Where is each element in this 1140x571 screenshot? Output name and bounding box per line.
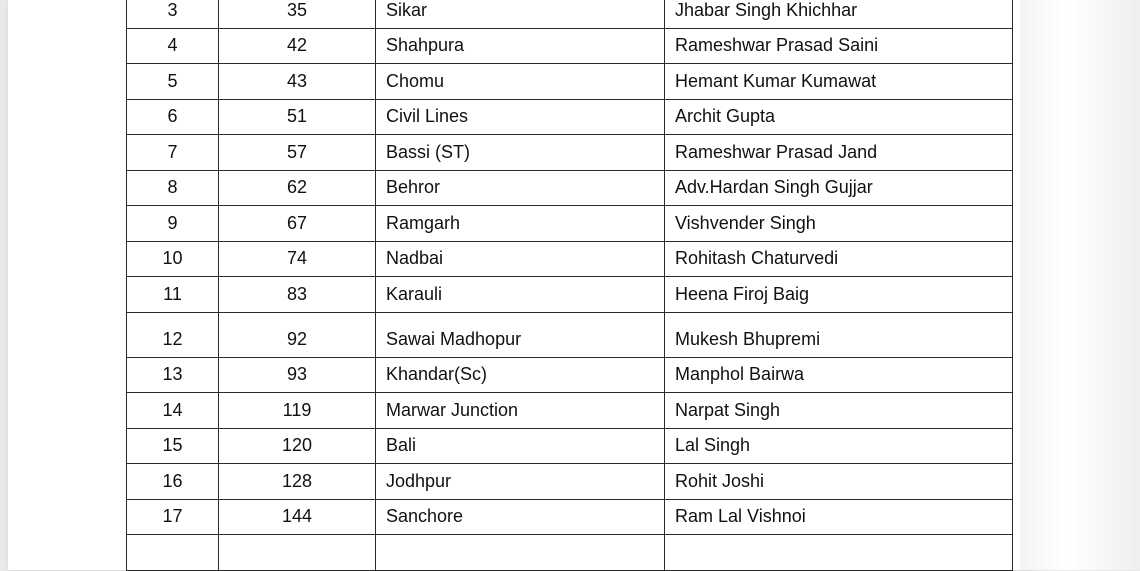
candidate-name-cell: Narpat Singh <box>665 393 1013 429</box>
table-row <box>127 499 1013 535</box>
constituency-name-cell: Bali <box>376 428 665 464</box>
table-row <box>127 357 1013 393</box>
constituency-name-cell: Bassi (ST) <box>376 135 665 171</box>
constituency-name-cell: Civil Lines <box>376 99 665 135</box>
constituency-name-cell: Karauli <box>376 277 665 313</box>
candidate-table <box>126 0 1013 571</box>
constituency-number-cell: 43 <box>219 64 376 100</box>
candidate-name-cell: Manphol Bairwa <box>665 357 1013 393</box>
constituency-number-cell: 67 <box>219 206 376 242</box>
candidate-name-cell: Ram Lal Vishnoi <box>665 499 1013 535</box>
serial-cell: 14 <box>127 393 219 429</box>
candidate-name-cell: Rohit Joshi <box>665 464 1013 500</box>
serial-cell: 6 <box>127 99 219 135</box>
table-row <box>127 99 1013 135</box>
candidate-name-cell: Mukesh Bhupremi <box>665 312 1013 357</box>
constituency-name-cell: Ramgarh <box>376 206 665 242</box>
constituency-number-cell: 74 <box>219 241 376 277</box>
table-row <box>127 28 1013 64</box>
constituency-number-cell: 128 <box>219 464 376 500</box>
serial-cell: 3 <box>127 0 219 28</box>
serial-cell: 7 <box>127 135 219 171</box>
table-row <box>127 206 1013 242</box>
constituency-name-cell: Sikar <box>376 0 665 28</box>
serial-cell: 12 <box>127 312 219 357</box>
candidate-name-cell <box>665 535 1013 571</box>
constituency-number-cell <box>219 535 376 571</box>
candidate-name-cell: Archit Gupta <box>665 99 1013 135</box>
serial-cell: 9 <box>127 206 219 242</box>
constituency-name-cell: Jodhpur <box>376 464 665 500</box>
constituency-number-cell: 93 <box>219 357 376 393</box>
serial-cell: 13 <box>127 357 219 393</box>
table-row <box>127 241 1013 277</box>
constituency-number-cell: 144 <box>219 499 376 535</box>
serial-cell <box>127 535 219 571</box>
table-row-partial <box>127 535 1013 571</box>
constituency-number-cell: 62 <box>219 170 376 206</box>
constituency-number-cell: 57 <box>219 135 376 171</box>
constituency-name-cell: Sanchore <box>376 499 665 535</box>
candidate-name-cell: Heena Firoj Baig <box>665 277 1013 313</box>
candidate-name-cell: Adv.Hardan Singh Gujjar <box>665 170 1013 206</box>
candidate-name-cell: Rohitash Chaturvedi <box>665 241 1013 277</box>
serial-cell: 15 <box>127 428 219 464</box>
serial-cell: 10 <box>127 241 219 277</box>
constituency-number-cell: 35 <box>219 0 376 28</box>
constituency-name-cell: Chomu <box>376 64 665 100</box>
constituency-number-cell: 42 <box>219 28 376 64</box>
constituency-number-cell: 92 <box>219 312 376 357</box>
constituency-name-cell: Khandar(Sc) <box>376 357 665 393</box>
candidate-name-cell: Rameshwar Prasad Saini <box>665 28 1013 64</box>
serial-cell: 16 <box>127 464 219 500</box>
constituency-name-cell: Shahpura <box>376 28 665 64</box>
serial-cell: 11 <box>127 277 219 313</box>
candidate-name-cell: Lal Singh <box>665 428 1013 464</box>
constituency-name-cell: Behror <box>376 170 665 206</box>
table-row <box>127 312 1013 357</box>
candidate-name-cell: Jhabar Singh Khichhar <box>665 0 1013 28</box>
candidate-name-cell: Vishvender Singh <box>665 206 1013 242</box>
serial-cell: 17 <box>127 499 219 535</box>
table-row <box>127 0 1013 28</box>
table-row <box>127 170 1013 206</box>
table-row <box>127 428 1013 464</box>
table-row <box>127 393 1013 429</box>
constituency-name-cell: Sawai Madhopur <box>376 312 665 357</box>
serial-cell: 8 <box>127 170 219 206</box>
constituency-number-cell: 83 <box>219 277 376 313</box>
constituency-name-cell: Nadbai <box>376 241 665 277</box>
serial-cell: 5 <box>127 64 219 100</box>
candidate-name-cell: Hemant Kumar Kumawat <box>665 64 1013 100</box>
constituency-number-cell: 119 <box>219 393 376 429</box>
table-row <box>127 464 1013 500</box>
table-row <box>127 64 1013 100</box>
candidate-name-cell: Rameshwar Prasad Jand <box>665 135 1013 171</box>
table-row <box>127 277 1013 313</box>
constituency-name-cell <box>376 535 665 571</box>
constituency-name-cell: Marwar Junction <box>376 393 665 429</box>
constituency-number-cell: 51 <box>219 99 376 135</box>
page-curl <box>1020 0 1140 570</box>
constituency-number-cell: 120 <box>219 428 376 464</box>
table-row <box>127 135 1013 171</box>
serial-cell: 4 <box>127 28 219 64</box>
